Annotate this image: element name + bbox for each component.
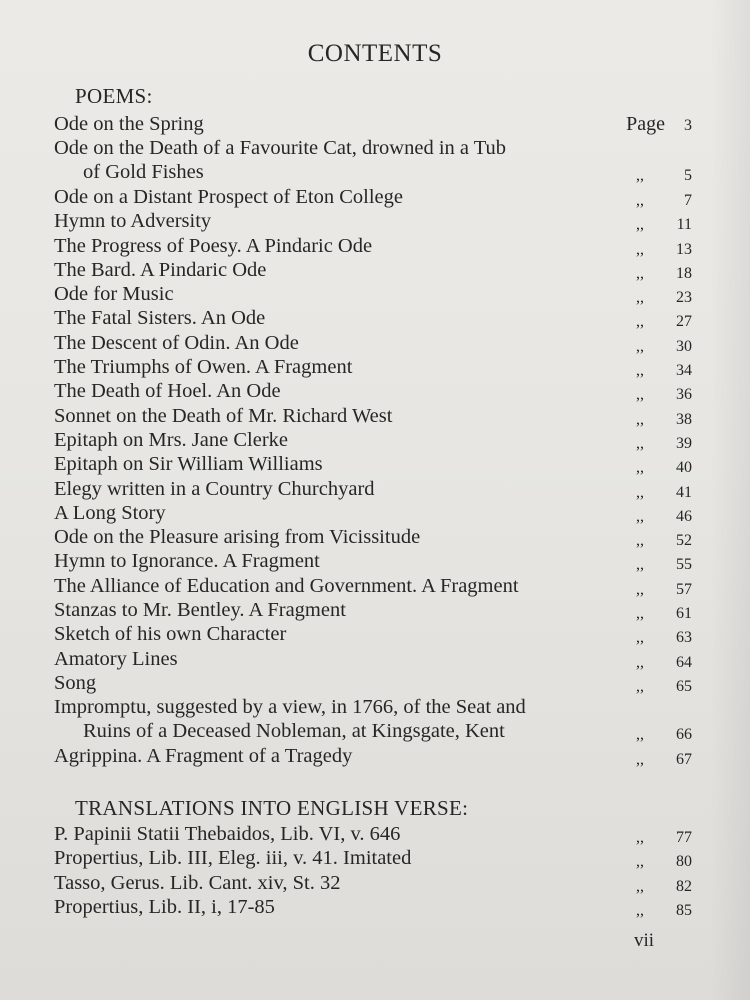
entry-title: The Progress of Poesy. A Pindaric Ode	[54, 234, 373, 257]
entry-title: Amatory Lines	[54, 647, 178, 670]
page-number-value: 57	[676, 580, 692, 598]
page-number-value: 18	[676, 264, 692, 282]
toc-entry	[54, 549, 692, 573]
toc-entry	[54, 574, 692, 598]
toc-entry	[54, 846, 692, 870]
ditto-mark: ,,	[636, 216, 644, 234]
toc-entry	[54, 895, 692, 919]
toc-entry	[54, 306, 692, 330]
ditto-mark: ,,	[636, 726, 644, 744]
page-number-value: 67	[676, 750, 692, 768]
toc-entry	[54, 428, 692, 452]
entry-title: The Death of Hoel. An Ode	[54, 380, 281, 403]
entry-title: Propertius, Lib. II, i, 17-85	[54, 895, 275, 918]
page-number-value: 77	[676, 829, 692, 846]
ditto-mark: ,,	[636, 410, 644, 428]
page-number-value: 65	[676, 677, 692, 695]
toc-entry	[54, 671, 692, 695]
page-folio: vii	[634, 930, 655, 951]
ditto-mark: ,,	[636, 313, 644, 331]
page-number-value: 55	[676, 556, 692, 574]
entry-title: Impromptu, suggested by a view, in 1766, of the Seat and	[54, 696, 526, 719]
page-number-value: 5	[684, 167, 692, 185]
ditto-mark: ,,	[636, 556, 644, 574]
page-number-value: 38	[676, 410, 692, 428]
ditto-mark: ,,	[636, 605, 644, 622]
ditto-mark: ,,	[636, 829, 644, 846]
toc-entry	[54, 744, 692, 768]
page-label: Page	[626, 113, 670, 135]
translations-heading: TRANSLATIONS INTO ENGLISH VERSE:	[75, 796, 469, 820]
entry-title: P. Papinii Statii Thebaidos, Lib. VI, v. 646	[54, 823, 401, 845]
entry-title: The Bard. A Pindaric Ode	[54, 258, 267, 281]
entry-title: The Fatal Sisters. An Ode	[54, 307, 266, 330]
toc-entry	[54, 379, 692, 403]
page-title: CONTENTS	[307, 40, 443, 67]
ditto-mark: ,,	[636, 264, 644, 282]
page-number	[636, 748, 692, 772]
poems-heading: POEMS:	[75, 84, 153, 108]
toc-entry	[54, 355, 692, 379]
toc-entry	[54, 598, 692, 622]
ditto-mark: ,,	[636, 532, 644, 550]
ditto-mark: ,,	[636, 459, 644, 477]
toc-entry	[54, 209, 692, 233]
ditto-mark: ,,	[636, 289, 644, 307]
ditto-mark: ,,	[636, 434, 644, 452]
page-number-value: 40	[676, 459, 692, 477]
toc-entry	[54, 501, 692, 525]
toc-entry	[54, 871, 692, 895]
ditto-mark: ,,	[636, 167, 644, 185]
page-number	[626, 112, 692, 138]
ditto-mark: ,,	[636, 677, 644, 695]
toc-entry	[54, 525, 692, 549]
toc-entry	[54, 477, 692, 501]
toc-entry	[54, 136, 692, 184]
toc-entry	[54, 404, 692, 428]
page-number-value: 23	[676, 289, 692, 307]
entry-title: Elegy written in a Country Churchyard	[54, 477, 375, 500]
page-number-value: 85	[676, 901, 692, 919]
entry-title: Tasso, Gerus. Lib. Cant. xiv, St. 32	[54, 871, 341, 894]
entry-title: Ruins of a Deceased Nobleman, at Kingsgate, Kent	[83, 720, 505, 743]
entry-title: Ode on a Distant Prospect of Eton College	[54, 185, 404, 208]
entry-title: Ode for Music	[54, 283, 174, 306]
page-number-value: 39	[676, 434, 692, 452]
entry-title: Hymn to Adversity	[54, 210, 212, 233]
entry-title: Ode on the Spring	[54, 113, 204, 135]
page-number-value: 41	[676, 483, 692, 501]
page-number-value: 61	[676, 605, 692, 622]
toc-entry	[54, 234, 692, 258]
ditto-mark: ,,	[636, 337, 644, 355]
ditto-mark: ,,	[636, 901, 644, 919]
page-number-value: 11	[676, 216, 692, 234]
entry-title: Song	[54, 671, 97, 694]
toc-entry	[54, 647, 692, 671]
entry-title: A Long Story	[54, 501, 166, 524]
toc-entry	[54, 331, 692, 355]
page-number-value: 82	[676, 877, 692, 895]
ditto-mark: ,,	[636, 877, 644, 895]
ditto-mark: ,,	[636, 240, 644, 258]
page-number-value: 3	[684, 117, 692, 134]
ditto-mark: ,,	[636, 191, 644, 209]
entry-title: Epitaph on Mrs. Jane Clerke	[54, 428, 288, 451]
ditto-mark: ,,	[636, 853, 644, 871]
toc-entry	[54, 185, 692, 209]
entry-title: The Triumphs of Owen. A Fragment	[54, 356, 353, 378]
page-number	[636, 899, 692, 923]
page-number-value: 36	[676, 386, 692, 404]
entry-title: Sketch of his own Character	[54, 623, 287, 646]
ditto-mark: ,,	[636, 362, 644, 379]
toc-entry	[54, 112, 692, 136]
toc-entry	[54, 452, 692, 476]
entry-title: Ode on the Death of a Favourite Cat, drowned in a Tub	[54, 137, 507, 160]
page-number-value: 46	[676, 507, 692, 525]
page-number-value: 34	[676, 362, 692, 379]
toc-entry	[54, 695, 692, 743]
ditto-mark: ,,	[636, 750, 644, 768]
ditto-mark: ,,	[636, 386, 644, 404]
entry-title: Hymn to Ignorance. A Fragment	[54, 550, 320, 573]
entry-title: Agrippina. A Fragment of a Tragedy	[54, 744, 353, 767]
entry-title: of Gold Fishes	[83, 161, 204, 184]
entry-title: The Descent of Odin. An Ode	[54, 331, 299, 354]
ditto-mark: ,,	[636, 629, 644, 647]
ditto-mark: ,,	[636, 653, 644, 671]
toc-entry	[54, 258, 692, 282]
page-number-value: 7	[684, 191, 692, 209]
entry-title: Ode on the Pleasure arising from Vicissitude	[54, 526, 421, 549]
page-number-value: 27	[676, 313, 692, 331]
page-number-value: 63	[676, 629, 692, 647]
entry-title: Propertius, Lib. III, Eleg. iii, v. 41. Imitated	[54, 847, 412, 870]
entry-title: Sonnet on the Death of Mr. Richard West	[54, 404, 393, 427]
page-shadow	[710, 0, 750, 1000]
page-number-value: 64	[676, 653, 692, 671]
ditto-mark: ,,	[636, 483, 644, 501]
page-number-value: 13	[676, 240, 692, 258]
page-number-value: 80	[676, 853, 692, 871]
page-number-value: 66	[676, 726, 692, 744]
ditto-mark: ,,	[636, 580, 644, 598]
toc-entry	[54, 282, 692, 306]
page-number-value: 30	[676, 337, 692, 355]
toc-entry	[54, 622, 692, 646]
toc-entry	[54, 822, 692, 846]
entry-title: Stanzas to Mr. Bentley. A Fragment	[54, 599, 346, 621]
page-number-value: 52	[676, 532, 692, 550]
entry-title: The Alliance of Education and Government. A Fragment	[54, 574, 519, 597]
ditto-mark: ,,	[636, 507, 644, 525]
entry-title: Epitaph on Sir William Williams	[54, 453, 323, 476]
